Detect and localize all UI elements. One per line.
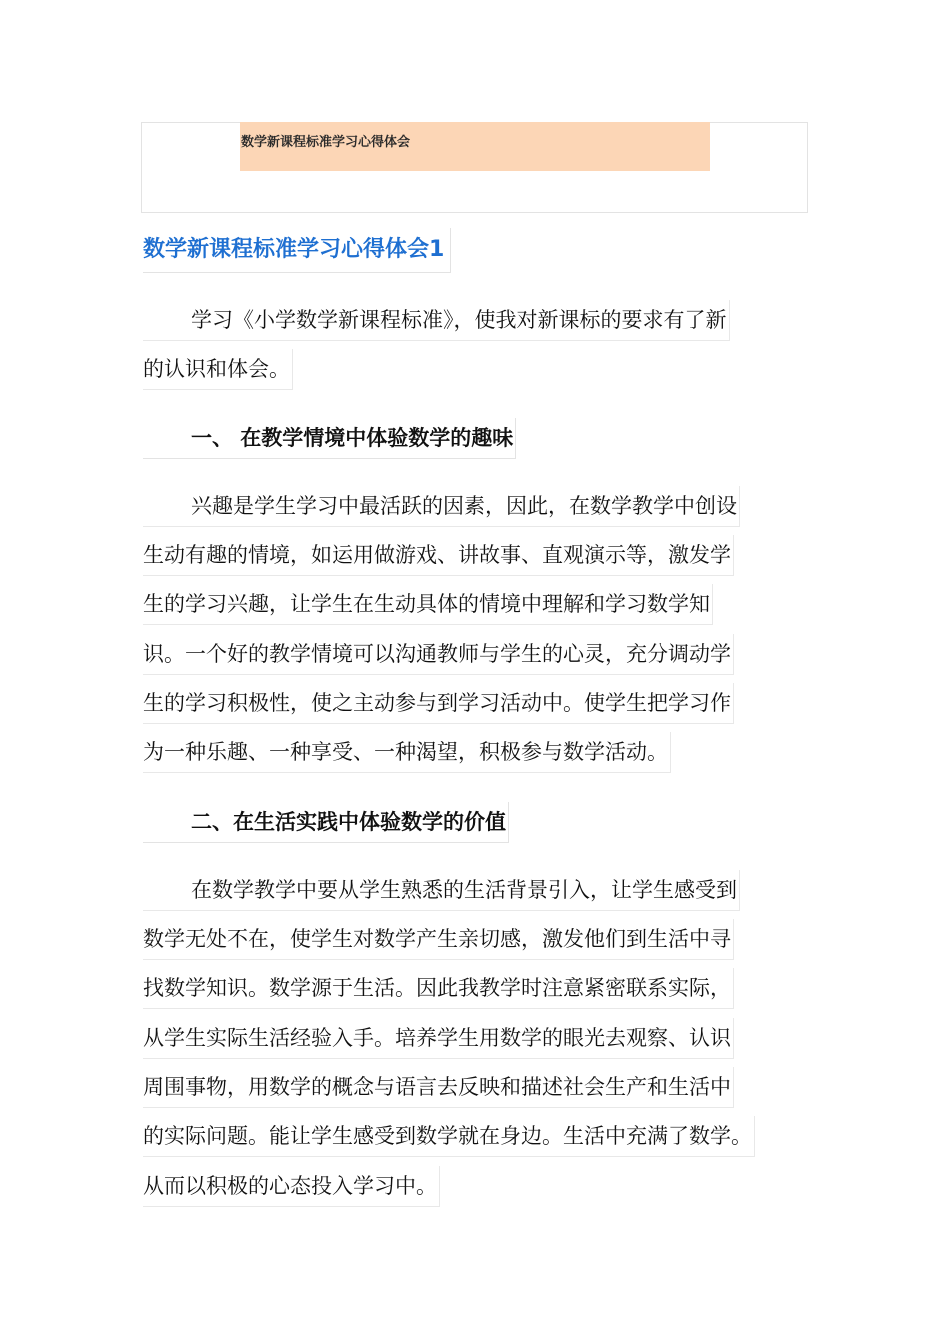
paragraph-line: 兴趣是学生学习中最活跃的因素，因此，在数学教学中创设 (143, 486, 740, 527)
paragraph-line: 生的学习兴趣，让学生在生动具体的情境中理解和学习数学知 (143, 584, 713, 625)
header-banner-text: 数学新课程标准学习心得体会 (241, 135, 411, 150)
paragraph-line: 找数学知识。数学源于生活。因此我教学时注意紧密联系实际， (143, 968, 734, 1009)
section-heading-1: 一、 在教学情境中体验数学的趣味 (143, 418, 516, 459)
paragraph-line: 从而以积极的心态投入学习中。 (143, 1166, 440, 1207)
paragraph-line: 为一种乐趣、一种享受、一种渴望，积极参与数学活动。 (143, 732, 671, 773)
paragraph-line: 生的学习积极性，使之主动参与到学习活动中。使学生把学习作 (143, 683, 734, 724)
paragraph-line: 从学生实际生活经验入手。培养学生用数学的眼光去观察、认识 (143, 1018, 734, 1059)
paragraph-line: 学习《小学数学新课程标准》，使我对新课标的要求有了新 (143, 300, 730, 341)
paragraph-line: 数学无处不在，使学生对数学产生亲切感，激发他们到生活中寻 (143, 919, 734, 960)
paragraph-line: 的实际问题。能让学生感受到数学就在身边。生活中充满了数学。 (143, 1116, 755, 1157)
section-heading-2: 二、在生活实践中体验数学的价值 (143, 802, 509, 843)
paragraph-line: 生动有趣的情境，如运用做游戏、讲故事、直观演示等，激发学 (143, 535, 734, 576)
header-banner (240, 122, 710, 171)
paragraph-line: 在数学教学中要从学生熟悉的生活背景引入，让学生感受到 (143, 870, 740, 911)
paragraph-line: 的认识和体会。 (143, 349, 293, 390)
paragraph-line: 识。一个好的教学情境可以沟通教师与学生的心灵，充分调动学 (143, 634, 734, 675)
paragraph-line: 周围事物，用数学的概念与语言去反映和描述社会生产和生活中 (143, 1067, 734, 1108)
document-title: 数学新课程标准学习心得体会1 (143, 228, 451, 273)
